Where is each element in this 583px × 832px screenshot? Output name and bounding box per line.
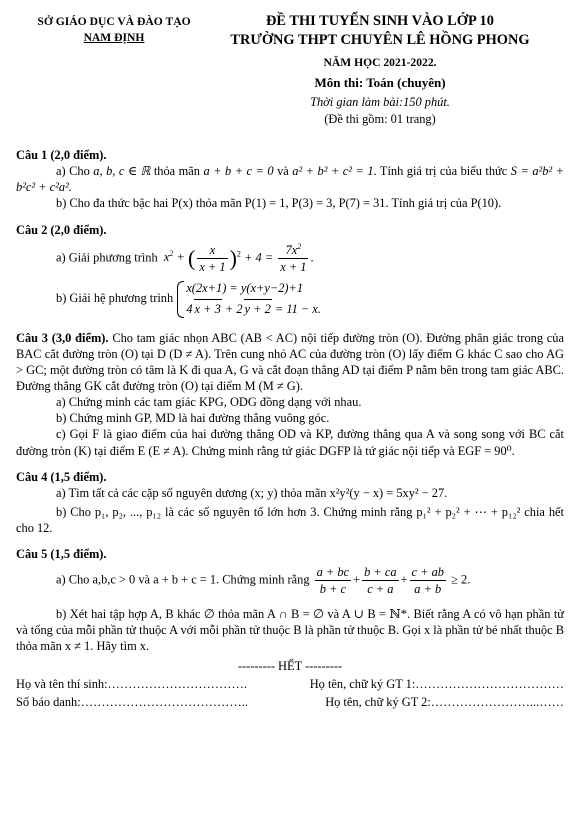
q5-label: Câu 5 (1,5 điểm). bbox=[16, 547, 107, 562]
q5-part-b: b) Xét hai tập hợp A, B khác ∅ thỏa mãn A ∩ B = ∅ và A ∪ B = ℕ*. Biết rằng A có vô hạn phần tử và tổng của mỗi phần tử thuộc A với mỗi phần tử thuộc B là phần tử thuộc B. Gọi x là phần tử bé nhất thuộc B thỏa mãn x ≠ 1. Hãy tìm x. bbox=[16, 606, 564, 653]
q3-part-b: b) Chứng minh GP, MD là hai đường thẳng vuông góc. bbox=[56, 411, 330, 426]
q3-intro: Câu 3 (3,0 điểm). Cho tam giác nhọn ABC (AB < AC) nội tiếp đường tròn (O). Đường phân giác trong của BAC cắt đường tròn (O) tại D (D ≠ A). Trên cung nhỏ AC của đường tròn (O) lấy điểm G khác C sao cho AG > GC; một đường tròn có tâm là K đi qua A, G và cắt đoạn thẳng AD tại điểm P nằm bên trong tam giác ABC. Đường thẳng GK cắt đường tròn (O) tại điểm M (M ≠ G). bbox=[16, 330, 564, 394]
time-limit: Thời gian làm bài:150 phút. bbox=[310, 95, 450, 110]
department-name: SỞ GIÁO DỤC VÀ ĐÀO TẠO bbox=[37, 15, 191, 28]
footer-row-1 bbox=[16, 676, 564, 692]
exam-title-block bbox=[200, 12, 560, 127]
supervisor-2-field: Họ tên, chữ ký GT 2:……………………...…… bbox=[325, 695, 564, 710]
end-marker: --------- HẾT --------- bbox=[237, 658, 343, 673]
q3-part-a: a) Chứng minh các tam giác KPG, ODG đồng dạng với nhau. bbox=[56, 395, 362, 410]
q1-part-a: a) Cho a, b, c ∈ ℝ thỏa mãn a + b + c = 0 và a² + b² + c² = 1. Tính giá trị của biểu thức S = a²b² + b²c² + c²a². bbox=[16, 164, 564, 195]
school-year: NĂM HỌC 2021-2022. bbox=[323, 56, 437, 70]
page-count: (Đề thi gồm: 01 trang) bbox=[324, 111, 436, 126]
candidate-name-field: Họ và tên thí sinh:……………………………. bbox=[16, 677, 247, 692]
q1-part-b: b) Cho đa thức bậc hai P(x) thỏa mãn P(1) = 1, P(3) = 3, P(7) = 31. Tính giá trị của P(10). bbox=[56, 196, 502, 211]
exam-content bbox=[16, 147, 564, 710]
school-name: TRƯỜNG THPT CHUYÊN LÊ HỒNG PHONG bbox=[230, 31, 530, 48]
q2-part-a: a) Giải phương trình $x^2$ + ( $\frac{x}{x + 1}$ )$^2$ + 4 = $\frac{7x^2}{x + 1}$ . bbox=[56, 241, 314, 274]
q4-part-b: b) Cho p₁, p₂, ..., p₁₂ là các số nguyên tố lớn hơn 3. Chứng minh rằng p₁² + p₂² + ⋯ + p₁₂² chia hết cho 12. bbox=[16, 504, 564, 536]
department-header bbox=[14, 14, 214, 45]
equation-system: x(2x+1) = y(x+y−2)+1 4 x + 3 + 2 y + 2 = 11 − x. bbox=[176, 279, 321, 320]
q2-part-b: b) Giải hệ phương trình x(2x+1) = y(x+y−2)+1 4 x + 3 + 2 y + 2 = 11 − x. bbox=[16, 279, 564, 320]
q5-part-a: a) Cho a,b,c > 0 và a + b + c = 1. Chứng minh rằng $\frac{a + bc}{b + c}$ + $\frac{b + ca}{c + a}$ + $\frac{c + ab}{a + b}$ ≥ 2. bbox=[56, 565, 471, 597]
exam-title: ĐỀ THI TUYỂN SINH VÀO LỚP 10 bbox=[266, 13, 494, 29]
candidate-number-field: Số báo danh:………………………………….. bbox=[16, 695, 248, 710]
q2-label: Câu 2 (2,0 điểm). bbox=[16, 222, 107, 237]
province-name: NAM ĐỊNH bbox=[83, 30, 145, 44]
supervisor-1-field: Họ tên, chữ ký GT 1:……………………………… bbox=[309, 677, 564, 692]
q4-part-a: a) Tìm tất cả các cặp số nguyên dương (x; y) thỏa mãn x²y²(y − x) = 5xy² − 27. bbox=[56, 485, 448, 500]
footer-row-2 bbox=[16, 694, 564, 710]
subject: Môn thi: Toán (chuyên) bbox=[314, 74, 446, 90]
q3-part-c: c) Gọi F là giao điểm của hai đường thẳng OD và KP, đường thẳng qua A và song song với BC cắt đường tròn (K) tại điểm E (E ≠ A). Chứng minh rằng tứ giác DGFP là tứ giác nội tiếp và EGF = 90⁰. bbox=[16, 427, 564, 458]
q1-label: Câu 1 (2,0 điểm). bbox=[16, 148, 107, 162]
q4-label: Câu 4 (1,5 điểm). bbox=[16, 469, 107, 484]
